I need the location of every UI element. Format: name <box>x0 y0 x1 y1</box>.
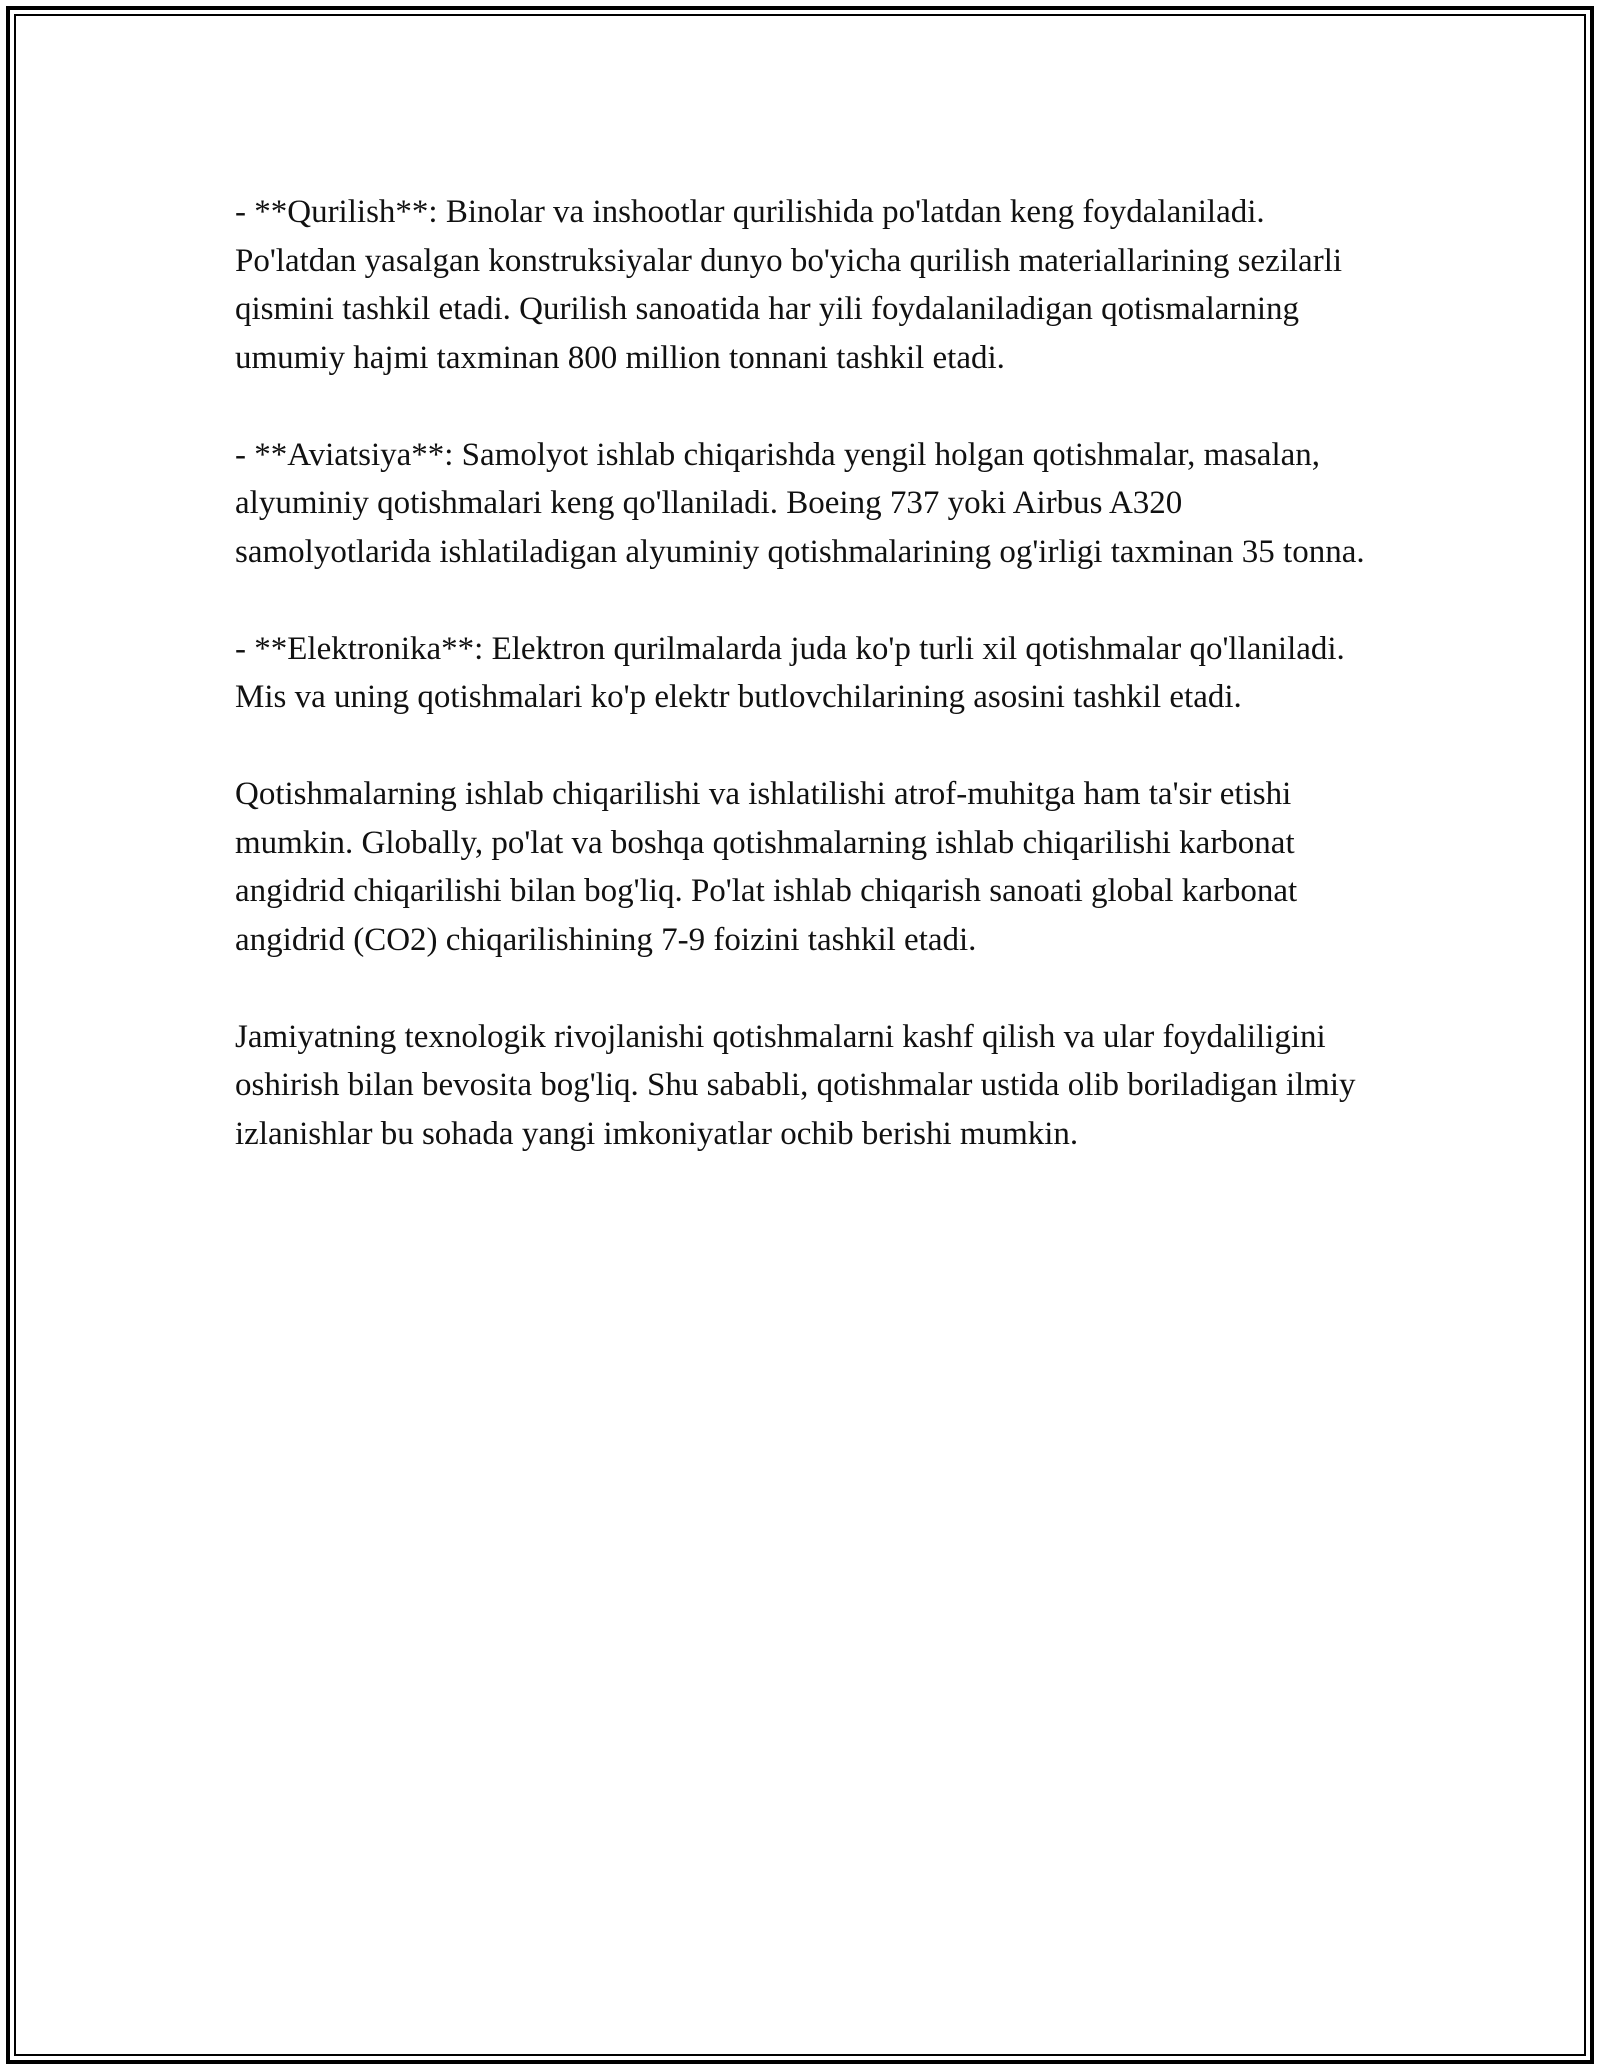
paragraph-conclusion: Jamiyatning texnologik rivojlanishi qotishmalarni kashf qilish va ular foydaliligini oshirish bilan bevosita bog'liq. Shu sababli, qotishmalar ustida olib boriladigan ilmiy izlanishlar bu sohada yangi imkoniyatlar ochib berishi mumkin. <box>235 1018 1356 1152</box>
paragraph-construction: - **Qurilish**: Binolar va inshootlar qurilishida po'latdan keng foydalaniladi. Po'latdan yasalgan konstruksiyalar dunyo bo'yicha qurilish materiallarining sezilarli qismini tashkil etadi. Qurilish sanoatida har yili foydalaniladigan qotismalarning umumiy hajmi taxminan 800 million tonnani tashkil etadi. <box>235 194 1343 376</box>
paragraph-electronics: - **Elektronika**: Elektron qurilmalarda juda ko'p turli xil qotishmalar qo'llaniladi. Mis va uning qotishmalari ko'p elektr butlovchilarining asosini tashkil etadi. <box>235 630 1345 715</box>
document-body <box>235 188 1385 1207</box>
paragraph-aviation: - **Aviatsiya**: Samolyot ishlab chiqarishda yengil holgan qotishmalar, masalan, alyuminiy qotishmalari keng qo'llaniladi. Boeing 737 yoki Airbus A320 samolyotlarida ishlatiladigan alyuminiy qotishmalarining og'irligi taxminan 35 tonna. <box>235 436 1365 570</box>
paragraph-environment: Qotishmalarning ishlab chiqarilishi va ishlatilishi atrof-muhitga ham ta'sir etishi mumkin. Globally, po'lat va boshqa qotishmalarning ishlab chiqarilishi karbonat angidrid chiqarilishi bilan bog'liq. Po'lat ishlab chiqarish sanoati global karbonat angidrid (CO2) chiqarilishining 7-9 foizini tashkil etadi. <box>235 776 1298 958</box>
